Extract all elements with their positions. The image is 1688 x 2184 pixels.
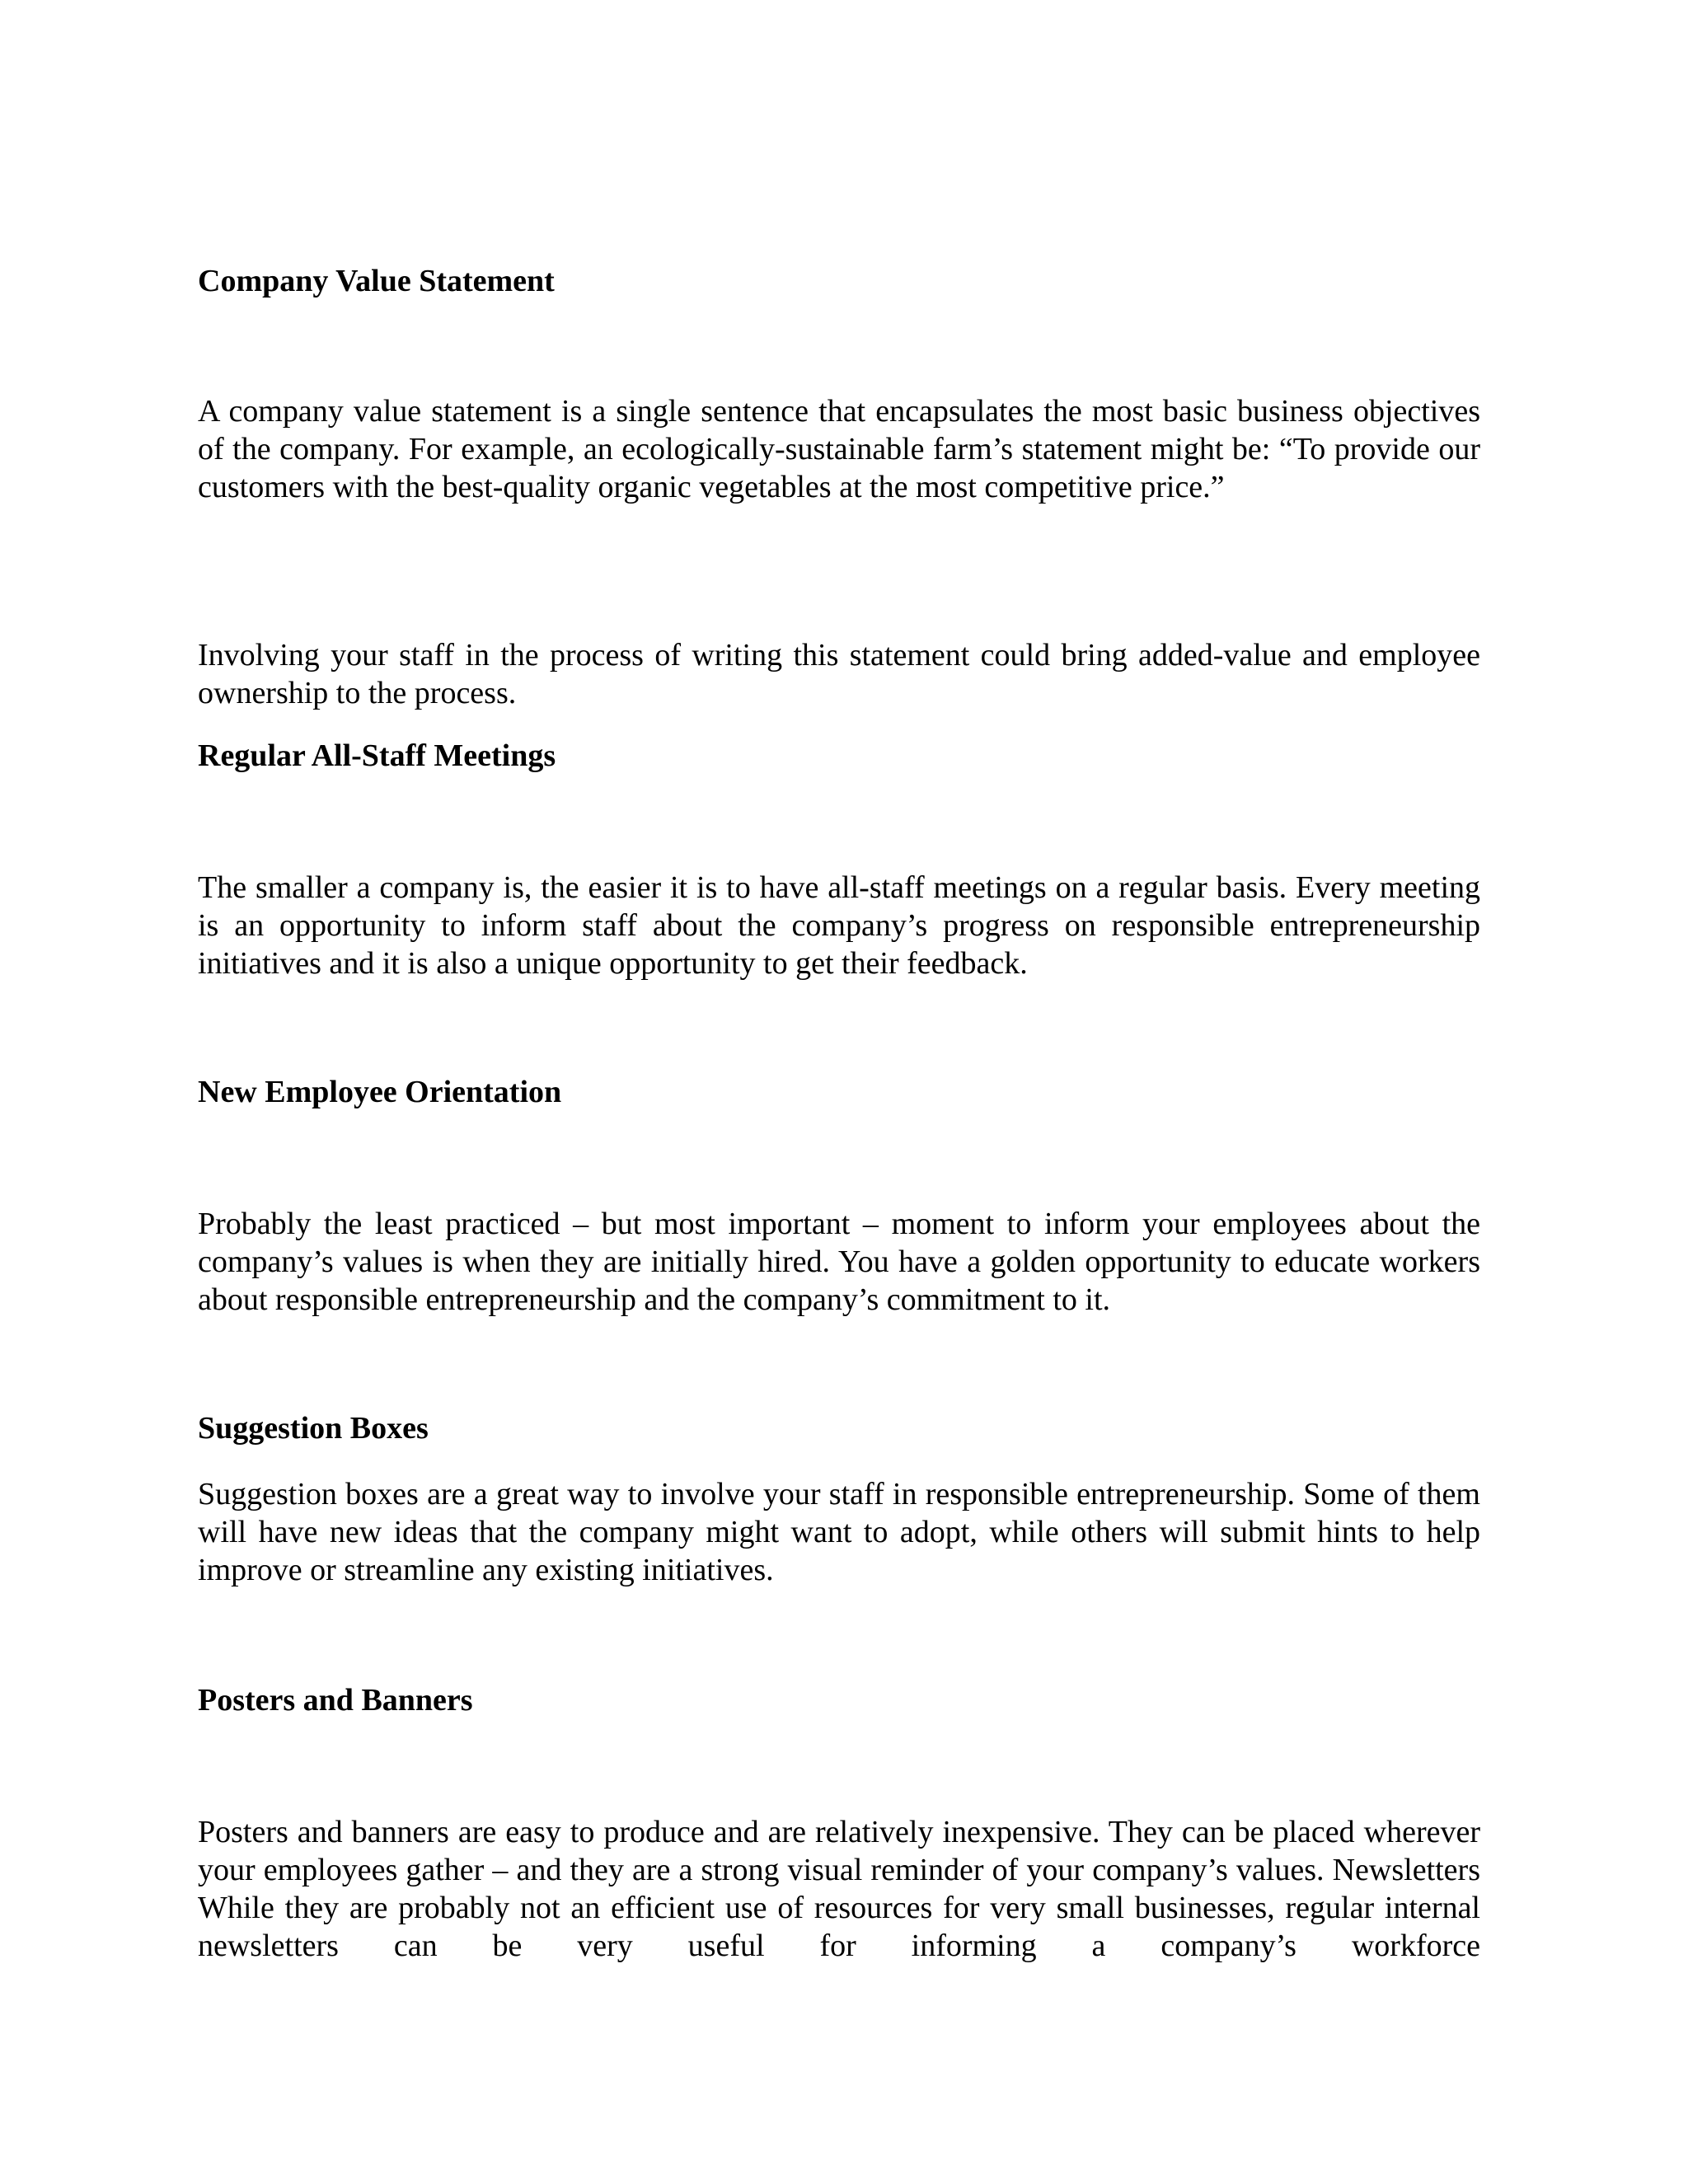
section-heading-posters-and-banners: Posters and Banners xyxy=(198,1683,473,1718)
paragraph-involving-staff: Involving your staff in the process of writing this statement could bring added-value and employee ownership to the process. xyxy=(198,638,1480,710)
paragraph-company-value-statement: A company value statement is a single sentence that encapsulates the most basic business objectives of the company. For example, an ecologically-sustainable farm’s statement might be: “To provide our customers with the best-quality organic vegetables at the most competitive price.” xyxy=(198,394,1480,504)
section-heading-new-employee-orientation: New Employee Orientation xyxy=(198,1075,562,1109)
section-heading-regular-all-staff-meetings: Regular All-Staff Meetings xyxy=(198,738,556,773)
paragraph-posters-and-banners: Posters and banners are easy to produce and are relatively inexpensive. They can be placed wherever your employees gather – and they are a strong visual reminder of your company’s values. Newsletters While they are probably not an efficient use of resources for very small businesses, regular internal newsletters can be very useful for informing a company’s workforce xyxy=(198,1815,1480,1963)
section-heading-suggestion-boxes: Suggestion Boxes xyxy=(198,1411,429,1446)
paragraph-suggestion-boxes: Suggestion boxes are a great way to involve your staff in responsible entrepreneurship. Some of them will have new ideas that the company might want to adopt, while others will submit hints to help improve or streamline any existing initiatives. xyxy=(198,1477,1480,1587)
paragraph-new-employee-orientation: Probably the least practiced – but most important – moment to inform your employees about the company’s values is when they are initially hired. You have a golden opportunity to educate workers about responsible entrepreneurship and the company’s commitment to it. xyxy=(198,1207,1480,1317)
section-heading-company-value-statement: Company Value Statement xyxy=(198,264,555,298)
paragraph-all-staff-meetings: The smaller a company is, the easier it is to have all-staff meetings on a regular basis. Every meeting is an opportunity to inform staff about the company’s progress on responsible entrepreneurship initiatives and it is also a unique opportunity to get their feedback. xyxy=(198,870,1480,981)
